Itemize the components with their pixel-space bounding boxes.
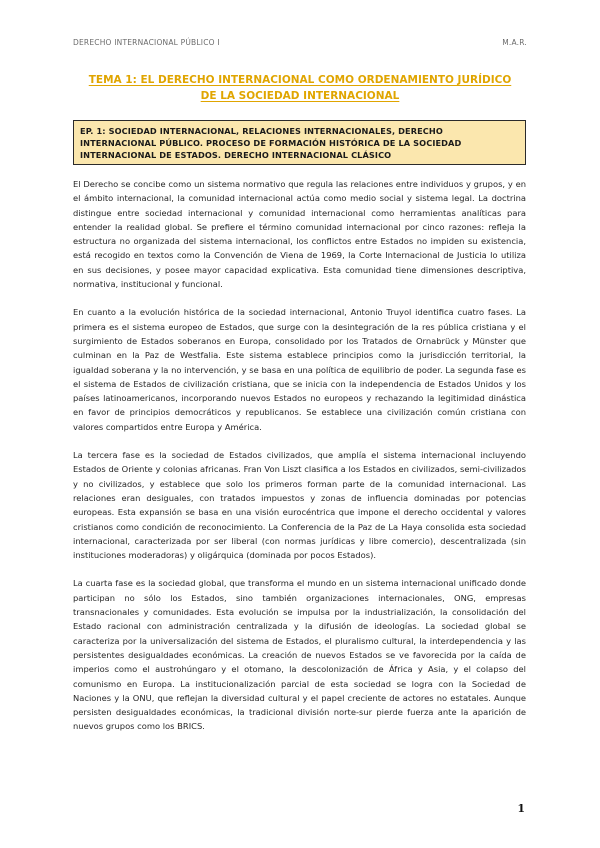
paragraph-third-phase: La tercera fase es la sociedad de Estados civilizados, que amplía el sistema internacional incluyendo Estados de Oriente y colonias africanas. Fran Von Liszt clasifica a los Estados en civilizados, semi-civilizados y no civilizados, y establece que solo los primeros forman parte de la comunidad internacional. Las relaciones eran desiguales, con tratados impuestos y zonas de influencia dominadas por potencias europeas. Esta expansión se basa en una visión eurocéntrica que impone el derecho occidental y valores cristianos como condición de reconocimiento. La Conferencia de la Paz de La Haya consolida esta sociedad internacional, caracterizada por ser liberal (con normas jurídicas y libre comercio), descentralizada (sin instituciones moderadoras) y oligárquica (dominada por pocos Estados). <box>73 450 526 561</box>
epigraph-text: EP. 1: SOCIEDAD INTERNACIONAL, RELACIONES INTERNACIONALES, DERECHO INTERNACIONAL PÚBLICO. PROCESO DE FORMACIÓN HISTÓRICA DE LA SOCIEDAD INTERNACIONAL DE ESTADOS. DERECHO INTERNACIONAL CLÁSICO <box>80 126 462 160</box>
body-content <box>73 177 526 748</box>
page-number: 1 <box>517 802 525 815</box>
chapter-title: TEMA 1: EL DERECHO INTERNACIONAL COMO ORDENAMIENTO JURÍDICO DE LA SOCIEDAD INTERNACIONAL <box>88 74 512 102</box>
header-author-initials: M.A.R. <box>502 38 527 47</box>
paragraph-fourth-phase: La cuarta fase es la sociedad global, que transforma el mundo en un sistema internacional unificado donde participan no sólo los Estados, sino también organizaciones internacionales, ONG, empresas transnacionales y comunidades. Esta evolución se impulsa por la industrialización, la consolidación del Estado racional con administración centralizada y la difusión de ideologías. La sociedad global se caracteriza por la universalización del sistema de Estados, el pluralismo cultural, la interdependencia y las persistentes desigualdades económicas. La creación de nuevos Estados se ve favorecida por la caída de imperios como el austrohúngaro y el otomano, la descolonización de África y Asia, y el colapso del comunismo en Europa. La institucionalización parcial de esta sociedad se logra con la Sociedad de Naciones y la ONU, que reflejan la diversidad cultural y el papel creciente de actores no estatales. Aunque persisten desigualdades económicas, la tradicional división norte-sur pierde fuerza ante la aparición de nuevos grupos como los BRICS. <box>73 578 526 732</box>
running-header <box>73 38 527 47</box>
epigraph-box <box>73 120 526 165</box>
header-course-title: DERECHO INTERNACIONAL PÚBLICO I <box>73 38 220 47</box>
paragraph-evolution: En cuanto a la evolución histórica de la sociedad internacional, Antonio Truyol identifica cuatro fases. La primera es el sistema europeo de Estados, que surge con la desintegración de la res pública cristiana y el surgimiento de Estados soberanos en Europa, consolidado por los Tratados de Ornabrück y Münster que culminan en la Paz de Westfalia. Este sistema establece principios como la jurisdicción territorial, la igualdad soberana y la no intervención, y se basa en una política de equilibrio de poder. La segunda fase es el sistema de Estados de civilización cristiana, que se inicia con la independencia de Estados Unidos y los países latinoamericanos, incorporando nuevos Estados no europeos y rechazando la legitimidad dinástica en favor de principios democráticos y republicanos. Se establece una civilización común cristiana con valores compartidos entre Europa y América. <box>73 307 526 432</box>
paragraph-intro: El Derecho se concibe como un sistema normativo que regula las relaciones entre individuos y grupos, y en el ámbito internacional, la comunidad internacional actúa como medio social y sistema legal. La doctrina distingue entre sociedad internacional y comunidad internacional como herramientas analíticas para entender la realidad global. Se prefiere el término comunidad internacional por cinco razones: refleja la estructura no organizada del sistema internacional, los conflictos entre Estados no impiden su existencia, está recogido en textos como la Convención de Viena de 1969, la Corte Internacional de Justicia lo utiliza en sus decisiones, y posee mayor capacidad explicativa. Esta comunidad tiene dimensiones descriptiva, normativa, institucional y funcional. <box>73 179 526 290</box>
